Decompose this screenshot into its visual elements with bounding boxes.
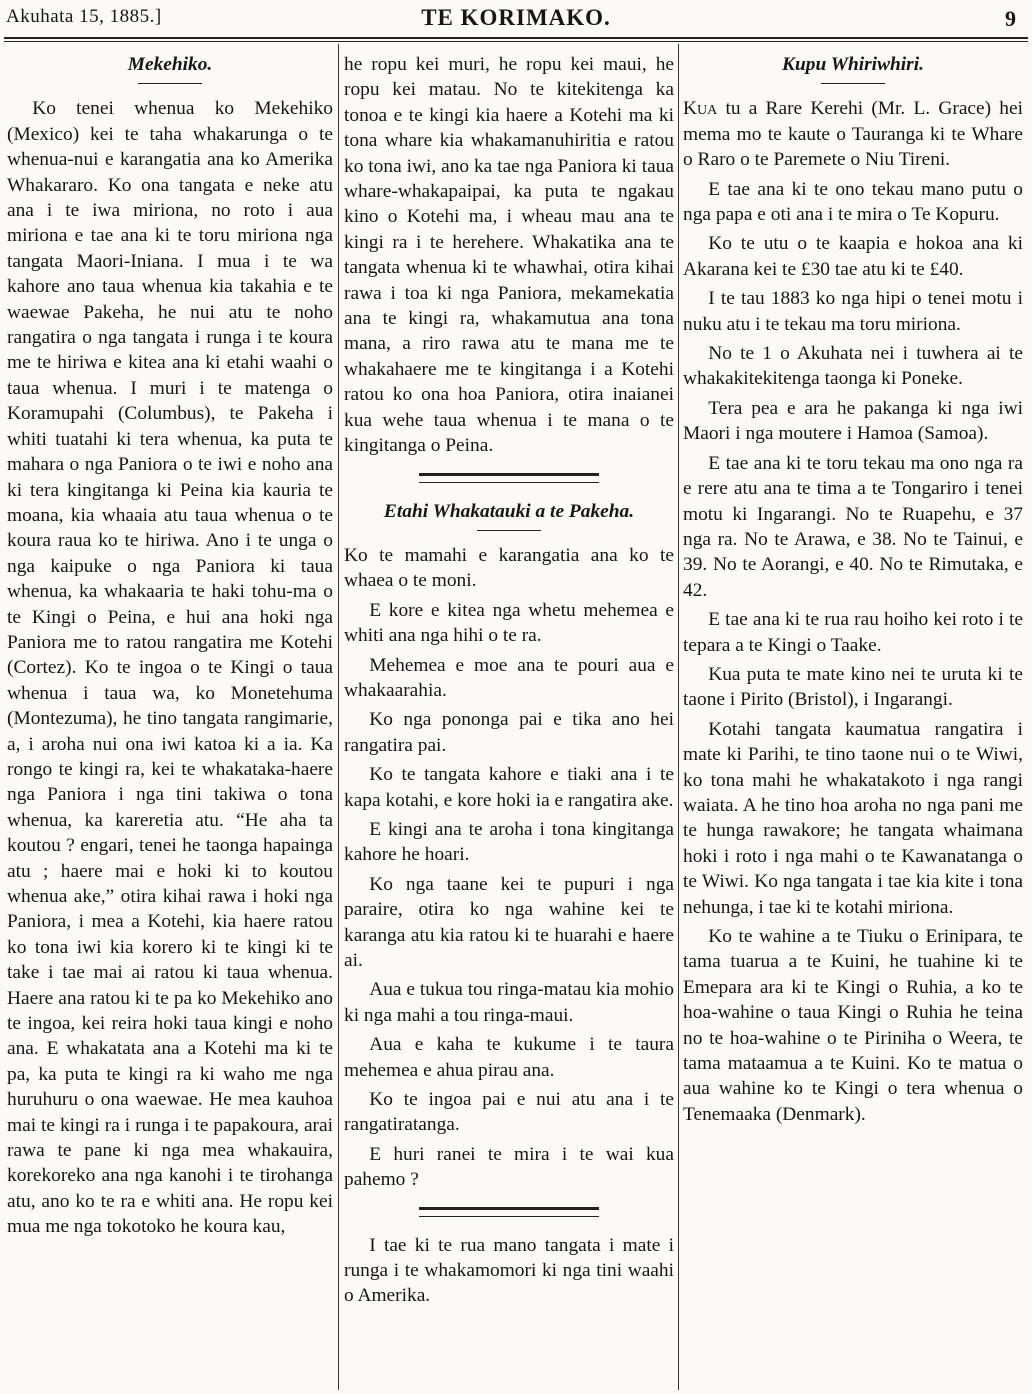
proverb: Ko nga pononga pai e tika ano hei rangatira pai. (344, 709, 674, 756)
news-item: I te tau 1883 ko nga hipi o tenei motu i nuku atu i te tekau ma toru miriona. (683, 288, 1023, 335)
heading-rule (477, 530, 541, 531)
proverb: E kingi ana te aroha i tona kingitanga kahore he hoari. (344, 818, 674, 866)
news-item: No te 1 o Akuhata nei i tuwhera ai te whakakitekitenga taonga ki Poneke. (683, 343, 1023, 390)
masthead-rule-thin (4, 41, 1028, 42)
heading-rule (821, 83, 885, 84)
section-divider (419, 1207, 599, 1217)
news-item: Ko te wahine a te Tiuku o Erinipara, te tama tuarua a te Kuini, he tuahine ki te Emepara ara ki te Kingi o Ruhia, a ko te hoa-wahine o taua Kingi o Ruhia he teina no te hoa-wahine o te Piriniha o Weera, te tama mataamua a te Kuini. Ko te matua o aua wahine ko te Kingi o tera whenua o Tenemaaka (Denmark). (683, 926, 1023, 1125)
proverb: E kore e kitea nga whetu mehemea e whiti ana nga hihi o te ra. (344, 599, 674, 647)
news-item: Tera pea e ara he pakanga ki nga iwi Maori i nga moutere i Hamoa (Samoa). (683, 397, 1023, 445)
column-2 (344, 52, 674, 1388)
newspaper-title: TE KORIMAKO. (421, 5, 611, 30)
article-heading-kupu-whiriwhiri: Kupu Whiriwhiri. (782, 54, 924, 75)
proverb: Ko te ingoa pai e nui atu ana i te rangatiratanga. (344, 1089, 674, 1136)
news-item: Kua puta te mate kino nei te uruta ki te taone i Pirito (Bristol), i Ingarangi. (683, 663, 1023, 711)
heading-rule (138, 83, 202, 84)
news-item-text: tu a Rare Kerehi (Mr. L. Grace) hei mema mo te kaute o Tauranga ki te Whare o Raro o te Paremete o Niu Tireni. (683, 98, 1023, 171)
proverb: Aua e kaha te kukume i te taura mehemea e ahua pirau ana. (344, 1034, 674, 1081)
issue-date: Akuhata 15, 1885.] (6, 6, 162, 27)
news-item: E tae ana ki te rua rau hoiho kei roto i te tepara a te Kingi o Taake. (683, 609, 1023, 656)
article-paragraph: Ko tenei whenua ko Mekehiko (Mexico) kei te taha whakarunga o te whenua-nui e karangatia ana ko Amerika Whakararo. Ko ona tangata e neke atu ana i te iwa miriona, no roto i aua miriona e tae ana ki te toru miriona nga tangata Maori-Iniana. I mua i te wa kahore ano taua whenua kia takahia e te waewae Pakeha, he nui atu te noho rangatira o nga tangata i runga i te koura me te hiriwa e kitea ana ki etahi waahi o taua whenua. I muri i te matenga o Koramupahi (Columbus), te Pakeha i whiti tuatahi ki tera whenua, ka puta te mahara o nga Paniora o te iwi e noho ana ki tera kingitanga ki Peina kia kauria te moana, kia whaaia atu taua whenua o te koura raua ko te hiriwa. Ano i te unga o nga kaipuke o nga Paniora ki taua whenua, ka whakaaria te haki tohu-ma o te Kingi o Peina, e hui ana hoki nga Paniora me to ratou rangatira me Kotehi (Cortez). Ko te ingoa o te Kingi o taua whenua i taua wa, ko Monetehuma (Montezuma), he tino tangata rangimarie, a, i aroha nui ona iwi katoa ki a ia. Ka rongo te kingi ra, kei te whakataka-haere nga Paniora i nga tini takiwa o tona whenua, ka kareretia atu. “He aha ta koutou ? engari, tenei he taonga hapainga atu ; haere mai e hoki ki to koutou whenua ake,” otira kihai rawa i hoki nga Paniora, i mea a Kotehi, kia haere ratou ko tona iwi kia korero ki te kingi ki te take i tae mai ai ratou ki taua whenua. Haere ana ratou ki te pa ko Mekehiko ano te ingoa, kei reira hoki taua kingi e noho ana. E whakatata ana a Kotehi ma ki te pa, ka puta te kingi ra ki waho me nga huruhuru o ona waewae. He mea kauhoa mai te kingi ra i runga i te papakoura, arai rawa te pane ki nga mea whakauira, korekoreko ana nga kanohi i te tirohanga atu, ano ko te ra e whiti ana. He ropu kei mua me nga tokotoko he koura kau, (7, 98, 333, 1238)
column-divider-2 (678, 44, 679, 1390)
proverb: Mehemea e moe ana te pouri aua e whakaarahia. (344, 654, 674, 701)
masthead-rule (4, 37, 1028, 39)
masthead (0, 0, 1032, 40)
article-paragraph-continued: he ropu kei muri, he ropu kei maui, he ropu kei matau. No te kitekitenga ka tonoa e te kingi kia haere a Kotehi ma ki tona whare kia whakamanuhiritia e ratou ko tona iwi, ano ka tae nga Paniora ki taua whare-whakapaipai, ka puta te ngakau kino o Kotehi ma, i wheau mau ana te kingi ra i te herehere. Whakatika ana te tangata whenua ki te whawhai, otira kihai rawa i toa ki nga Paniora, mekamekatia ana te kingi ra, whakamutua ana tona mana, a riro rawa atu te mana me te whakahaere me te kingitanga i a Kotehi ratou ko ona hoa Paniora, otira inaianei kua wehe taua whenua i te mana o te kingitanga o Peina. (344, 54, 674, 457)
news-item: I tae ki te rua mano tangata i mate i runga i te whakamomori ki nga tini waahi o Amerika. (344, 1234, 674, 1307)
news-item (683, 96, 1023, 172)
section-divider (419, 473, 599, 483)
column-divider-1 (338, 44, 339, 1390)
news-item: Kotahi tangata kaumatua rangatira i mate ki Parihi, te tino taone nui o te Wiwi, ko tona mahi he whakatakoto i nga rangi waiata. A he tino hoa aroha no nga pani me te hunga rawakore; he tangata whaimana hoki i roto i nga mahi o te Kawanatanga o te Wiwi. Ko nga tangata i tae kia kite i tona nehunga, i tae ki te kotahi miriona. (683, 718, 1023, 918)
article-heading-mekehiko: Mekehiko. (127, 54, 213, 75)
news-item: Ko te utu o te kaapia e hokoa ana ki Akarana kei te £30 tae atu ki te £40. (683, 233, 1023, 280)
lead-word: Kua (683, 98, 718, 120)
proverb: Ko nga taane kei te pupuri i nga paraire, otira ko nga wahine kei te karanga atu kia ratou ki te huarahi e haere ai. (344, 873, 674, 971)
news-item: E tae ana ki te toru tekau ma ono nga ra e rere atu ana te tima a te Tongariro i tenei motu ki Ingarangi. No te Ruapehu, e 37 nga ra. No te Arawa, e 38. No te Tainui, e 39. No te Aorangi, e 40. No te Rimutaka, e 42. (683, 452, 1023, 601)
proverb: Aua e tukua tou ringa-matau kia mohio ki nga mahi a tou ringa-maui. (344, 979, 674, 1026)
proverb: Ko te mamahi e karangatia ana ko te whaea o te moni. (344, 544, 674, 592)
column-1 (7, 52, 333, 1388)
article-heading-whakatauki: Etahi Whakatauki a te Pakeha. (383, 500, 635, 522)
page-number: 9 (1005, 6, 1016, 31)
news-item: E tae ana ki te ono tekau mano putu o nga papa e oti ana i te mira o Te Kopuru. (683, 178, 1023, 226)
proverb: E huri ranei te mira i te wai kua pahemo ? (344, 1143, 674, 1191)
column-3 (683, 52, 1023, 1388)
proverb: Ko te tangata kahore e tiaki ana i te kapa kotahi, e kore hoki ia e rangatira ake. (344, 764, 674, 811)
